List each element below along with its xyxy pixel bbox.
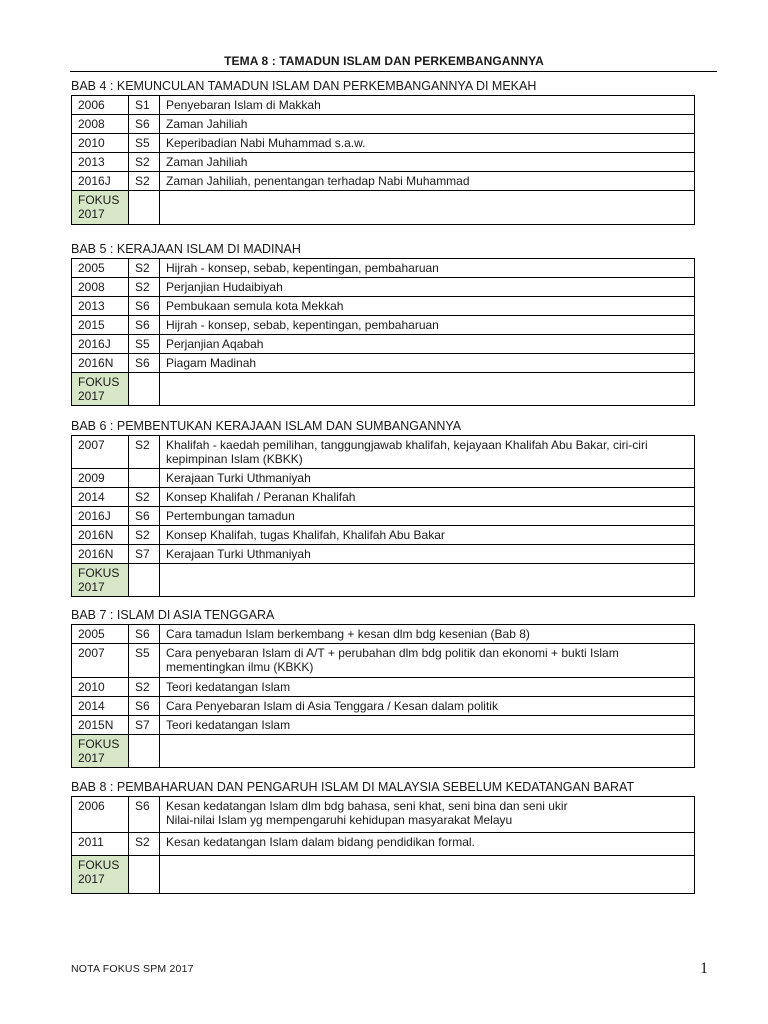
- topic-cell: [160, 856, 695, 894]
- title-rule: [70, 71, 717, 72]
- topic-cell: Khalifah - kaedah pemilihan, tanggungjawab khalifah, kejayaan Khalifah Abu Bakar, ciri-ciri kepimpinan Islam (KBKK): [160, 436, 695, 469]
- section-bab-8: [71, 780, 695, 894]
- paper-code-cell: S2: [129, 678, 160, 697]
- paper-code-cell: S2: [129, 436, 160, 469]
- paper-code-cell: [129, 469, 160, 488]
- topic-cell: Teori kedatangan Islam: [160, 678, 695, 697]
- paper-code-cell: S5: [129, 335, 160, 354]
- paper-code-cell: [129, 564, 160, 597]
- topic-cell: Cara Penyebaran Islam di Asia Tenggara / Kesan dalam politik: [160, 697, 695, 716]
- paper-code-cell: S6: [129, 297, 160, 316]
- year-cell: 2008: [72, 115, 129, 134]
- paper-code-cell: S6: [129, 316, 160, 335]
- exam-topic-table: [71, 95, 695, 225]
- table-row: [72, 797, 695, 833]
- year-cell: 2007: [72, 436, 129, 469]
- year-cell: 2016N: [72, 526, 129, 545]
- table-row: [72, 526, 695, 545]
- table-row: [72, 259, 695, 278]
- section-bab-4: [71, 79, 695, 225]
- table-row: [72, 625, 695, 644]
- year-cell: 2006: [72, 797, 129, 833]
- paper-code-cell: S5: [129, 644, 160, 678]
- table-row: [72, 697, 695, 716]
- topic-cell: Pertembungan tamadun: [160, 507, 695, 526]
- paper-code-cell: S2: [129, 833, 160, 856]
- topic-cell: [160, 797, 695, 833]
- focus-label-cell: FOKUS 2017: [72, 191, 129, 225]
- year-cell: 2016J: [72, 335, 129, 354]
- topic-cell: Piagam Madinah: [160, 354, 695, 373]
- section-heading: BAB 4 : KEMUNCULAN TAMADUN ISLAM DAN PERKEMBANGANNYA DI MEKAH: [71, 79, 537, 93]
- paper-code-cell: [129, 856, 160, 894]
- year-cell: 2009: [72, 469, 129, 488]
- focus-label-cell: FOKUS 2017: [72, 856, 129, 894]
- paper-code-cell: [129, 735, 160, 768]
- table-row: [72, 545, 695, 564]
- topic-cell: Teori kedatangan Islam: [160, 716, 695, 735]
- exam-topic-table: [71, 435, 695, 597]
- year-cell: 2015: [72, 316, 129, 335]
- paper-code-cell: S6: [129, 115, 160, 134]
- paper-code-cell: S7: [129, 716, 160, 735]
- table-row: [72, 716, 695, 735]
- paper-code-cell: [129, 191, 160, 225]
- section-heading: BAB 8 : PEMBAHARUAN DAN PENGARUH ISLAM DI MALAYSIA SEBELUM KEDATANGAN BARAT: [71, 780, 635, 794]
- table-row: [72, 96, 695, 115]
- page-title: TEMA 8 : TAMADUN ISLAM DAN PERKEMBANGANNYA: [224, 54, 544, 68]
- section-bab-6: [71, 419, 695, 597]
- topic-line: Nilai-nilai Islam yg mempengaruhi kehidupan masyarakat Melayu: [166, 813, 513, 827]
- topic-cell: Keperibadian Nabi Muhammad s.a.w.: [160, 134, 695, 153]
- topic-cell: Zaman Jahiliah: [160, 115, 695, 134]
- table-row: [72, 354, 695, 373]
- focus-label-cell: FOKUS 2017: [72, 373, 129, 406]
- paper-code-cell: S2: [129, 278, 160, 297]
- topic-cell: Cara tamadun Islam berkembang + kesan dlm bdg kesenian (Bab 8): [160, 625, 695, 644]
- table-row: [72, 833, 695, 856]
- table-row: [72, 644, 695, 678]
- paper-code-cell: S6: [129, 797, 160, 833]
- topic-cell: [160, 373, 695, 406]
- table-row: [72, 297, 695, 316]
- table-row: [72, 436, 695, 469]
- year-cell: 2007: [72, 644, 129, 678]
- year-cell: 2016J: [72, 507, 129, 526]
- year-cell: 2005: [72, 259, 129, 278]
- table-row: [72, 278, 695, 297]
- table-row: [72, 153, 695, 172]
- paper-code-cell: S2: [129, 526, 160, 545]
- table-row: [72, 488, 695, 507]
- year-cell: 2014: [72, 697, 129, 716]
- paper-code-cell: [129, 373, 160, 406]
- year-cell: 2016N: [72, 545, 129, 564]
- paper-code-cell: S6: [129, 625, 160, 644]
- exam-topic-table: [71, 258, 695, 406]
- focus-row: [72, 735, 695, 768]
- paper-code-cell: S2: [129, 259, 160, 278]
- paper-code-cell: S6: [129, 354, 160, 373]
- table-row: [72, 172, 695, 191]
- section-bab-5: [71, 242, 695, 406]
- year-cell: 2013: [72, 297, 129, 316]
- topic-cell: Kerajaan Turki Uthmaniyah: [160, 469, 695, 488]
- section-heading: BAB 6 : PEMBENTUKAN KERAJAAN ISLAM DAN SUMBANGANNYA: [71, 419, 462, 433]
- footer-label: NOTA FOKUS SPM 2017: [71, 963, 194, 975]
- table-row: [72, 678, 695, 697]
- year-cell: 2016N: [72, 354, 129, 373]
- topic-cell: Hijrah - konsep, sebab, kepentingan, pembaharuan: [160, 316, 695, 335]
- topic-cell: [160, 564, 695, 597]
- paper-code-cell: S6: [129, 507, 160, 526]
- year-cell: 2014: [72, 488, 129, 507]
- table-row: [72, 115, 695, 134]
- paper-code-cell: S2: [129, 172, 160, 191]
- topic-cell: Pembukaan semula kota Mekkah: [160, 297, 695, 316]
- paper-code-cell: S6: [129, 697, 160, 716]
- table-row: [72, 134, 695, 153]
- table-row: [72, 469, 695, 488]
- focus-row: [72, 373, 695, 406]
- focus-label-cell: FOKUS 2017: [72, 735, 129, 768]
- focus-row: [72, 564, 695, 597]
- year-cell: 2010: [72, 134, 129, 153]
- topic-cell: Hijrah - konsep, sebab, kepentingan, pembaharuan: [160, 259, 695, 278]
- focus-row: [72, 856, 695, 894]
- topic-cell: Cara penyebaran Islam di A/T + perubahan dlm bdg politik dan ekonomi + bukti Islam mementingkan ilmu (KBKK): [160, 644, 695, 678]
- year-cell: 2010: [72, 678, 129, 697]
- year-cell: 2008: [72, 278, 129, 297]
- topic-cell: Perjanjian Hudaibiyah: [160, 278, 695, 297]
- topic-cell: Kerajaan Turki Uthmaniyah: [160, 545, 695, 564]
- paper-code-cell: S2: [129, 488, 160, 507]
- year-cell: 2013: [72, 153, 129, 172]
- year-cell: 2016J: [72, 172, 129, 191]
- exam-topic-table: [71, 624, 695, 768]
- topic-cell: Konsep Khalifah, tugas Khalifah, Khalifah Abu Bakar: [160, 526, 695, 545]
- topic-cell: Zaman Jahiliah, penentangan terhadap Nabi Muhammad: [160, 172, 695, 191]
- topic-cell: Penyebaran Islam di Makkah: [160, 96, 695, 115]
- table-row: [72, 316, 695, 335]
- topic-cell: Kesan kedatangan Islam dalam bidang pendidikan formal.: [160, 833, 695, 856]
- year-cell: 2015N: [72, 716, 129, 735]
- focus-label-cell: FOKUS 2017: [72, 564, 129, 597]
- section-bab-7: [71, 608, 695, 768]
- paper-code-cell: S5: [129, 134, 160, 153]
- paper-code-cell: S7: [129, 545, 160, 564]
- section-heading: BAB 5 : KERAJAAN ISLAM DI MADINAH: [71, 242, 301, 256]
- table-row: [72, 507, 695, 526]
- exam-topic-table: [71, 796, 695, 894]
- topic-cell: Zaman Jahiliah: [160, 153, 695, 172]
- topic-cell: Perjanjian Aqabah: [160, 335, 695, 354]
- table-row: [72, 335, 695, 354]
- topic-cell: [160, 191, 695, 225]
- year-cell: 2011: [72, 833, 129, 856]
- paper-code-cell: S1: [129, 96, 160, 115]
- section-heading: BAB 7 : ISLAM DI ASIA TENGGARA: [71, 608, 275, 622]
- topic-cell: [160, 735, 695, 768]
- year-cell: 2006: [72, 96, 129, 115]
- page-number: 1: [700, 960, 708, 977]
- focus-row: [72, 191, 695, 225]
- topic-line: Kesan kedatangan Islam dlm bdg bahasa, seni khat, seni bina dan seni ukir: [166, 799, 568, 813]
- paper-code-cell: S2: [129, 153, 160, 172]
- year-cell: 2005: [72, 625, 129, 644]
- topic-cell: Konsep Khalifah / Peranan Khalifah: [160, 488, 695, 507]
